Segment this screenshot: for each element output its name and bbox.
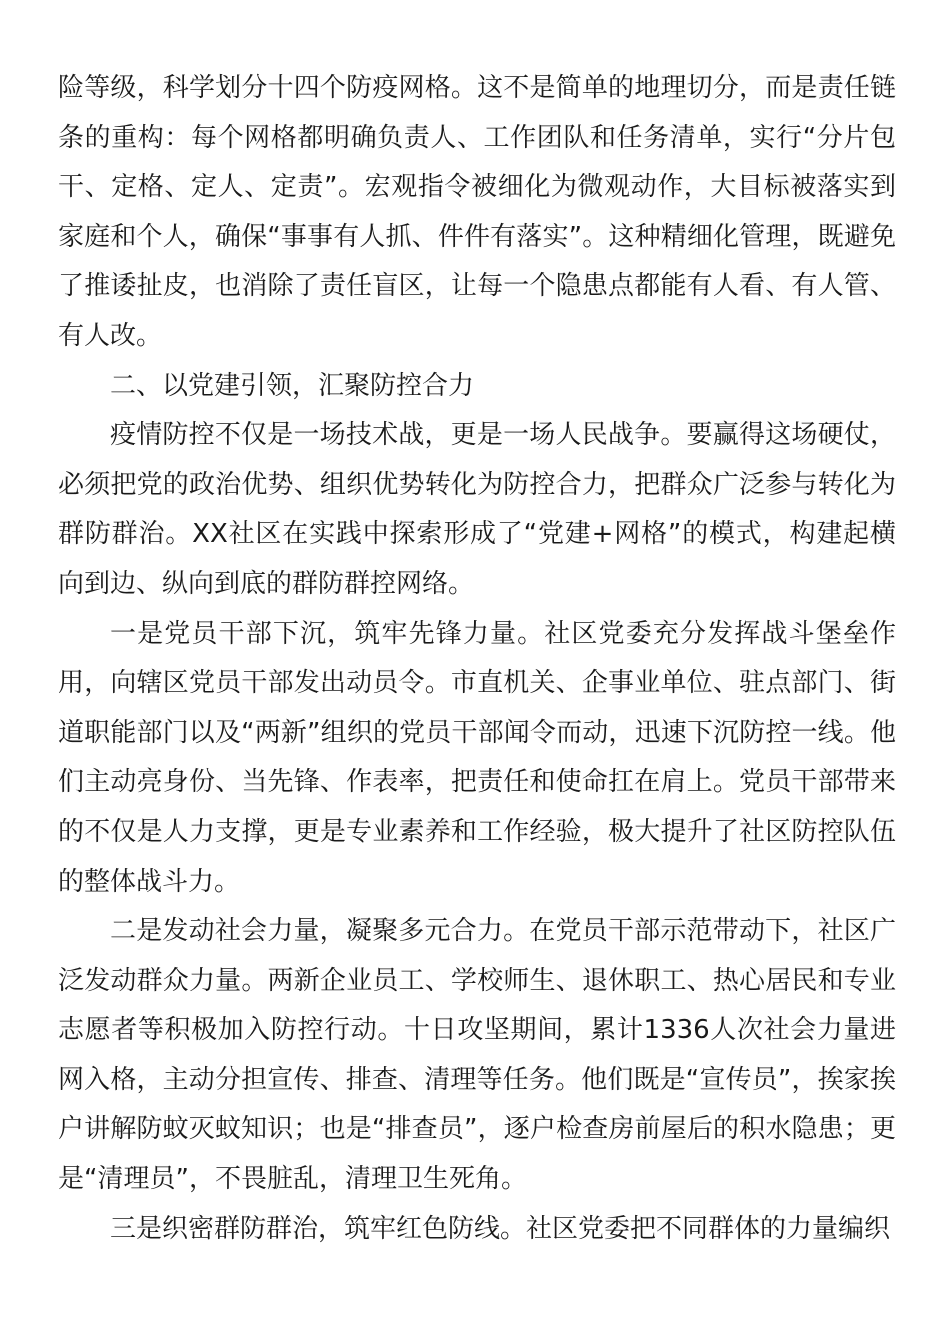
- body-paragraph-1: 险等级，科学划分十四个防疫网格。这不是简单的地理切分，而是责任链条的重构：每个网格都明确负责人、工作团队和任务清单，实行“分片包干、定格、定人、定责”。宏观指令被细化为微观动作，大目标被落实到家庭和个人，确保“事事有人抓、件件有落实”。这种精细化管理，既避免了推诿扯皮，也消除了责任盲区，让每一个隐患点都能有人看、有人管、有人改。: [58, 73, 896, 351]
- body-paragraph-5: 三是织密群防群治，筑牢红色防线。社区党委把不同群体的力量编织: [110, 1213, 891, 1244]
- body-paragraph-3: 一是党员干部下沉，筑牢先锋力量。社区党委充分发挥战斗堡垒作用，向辖区党员干部发出动员令。市直机关、企事业单位、驻点部门、街道职能部门以及“两新”组织的党员干部闻令而动，迅速下沉防控一线。他们主动亮身份、当先锋、作表率，把责任和使命扛在肩上。党员干部带来的不仅是人力支撑，更是专业素养和工作经验，极大提升了社区防控队伍的整体战斗力。: [58, 618, 896, 897]
- body-paragraph-2: 疫情防控不仅是一场技术战，更是一场人民战争。要赢得这场硬仗，必须把党的政治优势、组织优势转化为防控合力，把群众广泛参与转化为群防群治。XX社区在实践中探索形成了“党建+网格”的模式，构建起横向到边、纵向到底的群防群控网络。: [58, 420, 896, 599]
- document-page: [58, 64, 896, 1254]
- body-paragraph-4: 二是发动社会力量，凝聚多元合力。在党员干部示范带动下，社区广泛发动群众力量。两新企业员工、学校师生、退休职工、热心居民和专业志愿者等积极加入防控行动。十日攻坚期间，累计1336人次社会力量进网入格，主动分担宣传、排查、清理等任务。他们既是“宣传员”，挨家挨户讲解防蚊灭蚊知识；也是“排查员”，逐户检查房前屋后的积水隐患；更是“清理员”，不畏脏乱，清理卫生死角。: [58, 916, 896, 1195]
- section-heading-2: 二、以党建引领，汇聚防控合力: [110, 370, 475, 401]
